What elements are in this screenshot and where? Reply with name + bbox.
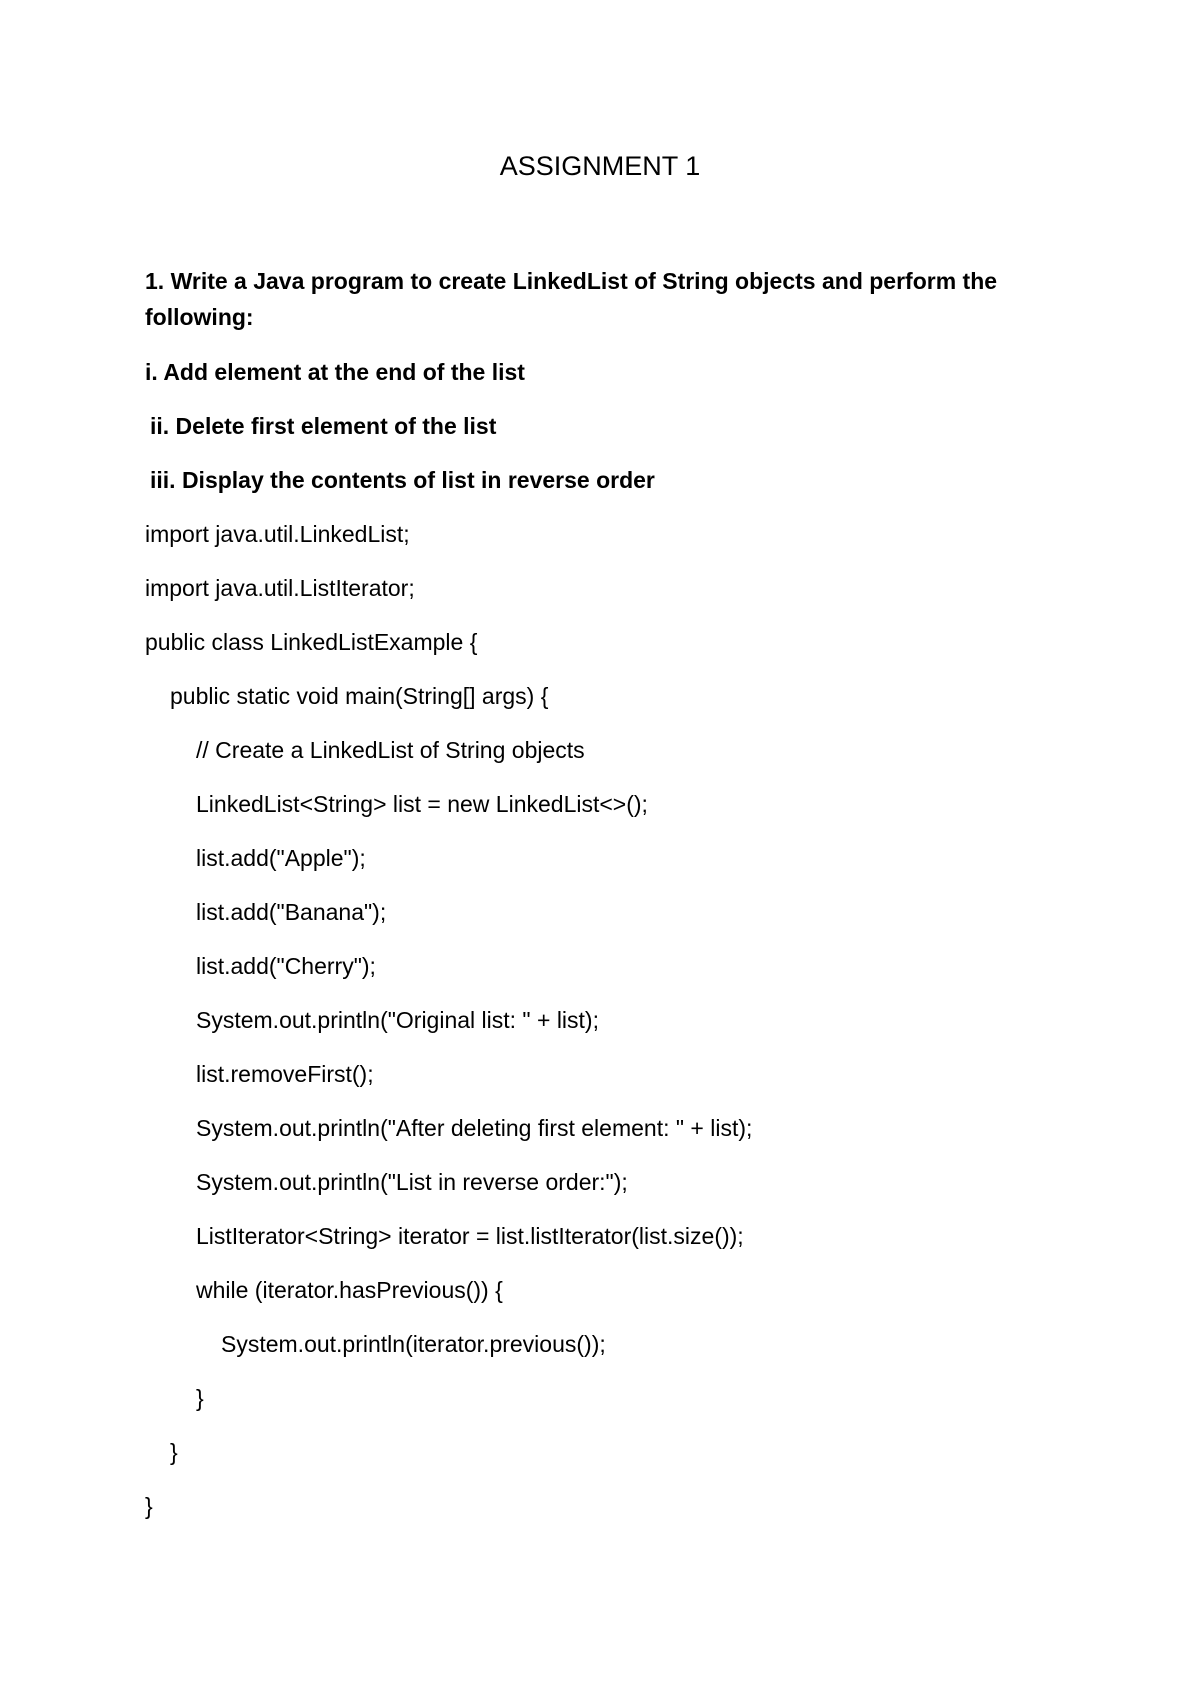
code-line: ListIterator<String> iterator = list.listIterator(list.size()); (196, 1223, 744, 1249)
code-line: public static void main(String[] args) { (170, 683, 549, 709)
code-line: list.add("Cherry"); (196, 953, 376, 979)
code-line: System.out.println("After deleting first element: " + list); (196, 1115, 753, 1141)
code-closing-brace: } (196, 1385, 204, 1411)
code-line: list.add("Apple"); (196, 845, 366, 871)
code-line: System.out.println("List in reverse order:"); (196, 1169, 628, 1195)
code-line: import java.util.LinkedList; (145, 521, 410, 547)
task-item-2: ii. Delete first element of the list (150, 413, 497, 439)
assignment-title: ASSIGNMENT 1 (499, 151, 701, 181)
task-item-1: i. Add element at the end of the list (145, 359, 525, 385)
code-line: import java.util.ListIterator; (145, 575, 415, 601)
code-closing-brace: } (170, 1439, 178, 1465)
code-closing-brace: } (145, 1493, 153, 1519)
code-line: list.removeFirst(); (196, 1061, 374, 1087)
task-item-3: iii. Display the contents of list in reverse order (150, 467, 655, 493)
code-line: list.add("Banana"); (196, 899, 387, 925)
question-text: 1. Write a Java program to create LinkedList of String objects and perform the following: (145, 268, 998, 330)
code-line: LinkedList<String> list = new LinkedList<>(); (196, 791, 648, 817)
code-line: System.out.println(iterator.previous()); (221, 1331, 606, 1357)
code-line: System.out.println("Original list: " + list); (196, 1007, 599, 1033)
code-line: public class LinkedListExample { (145, 629, 478, 655)
code-line: while (iterator.hasPrevious()) { (196, 1277, 503, 1303)
code-comment-line: // Create a LinkedList of String objects (196, 737, 585, 763)
